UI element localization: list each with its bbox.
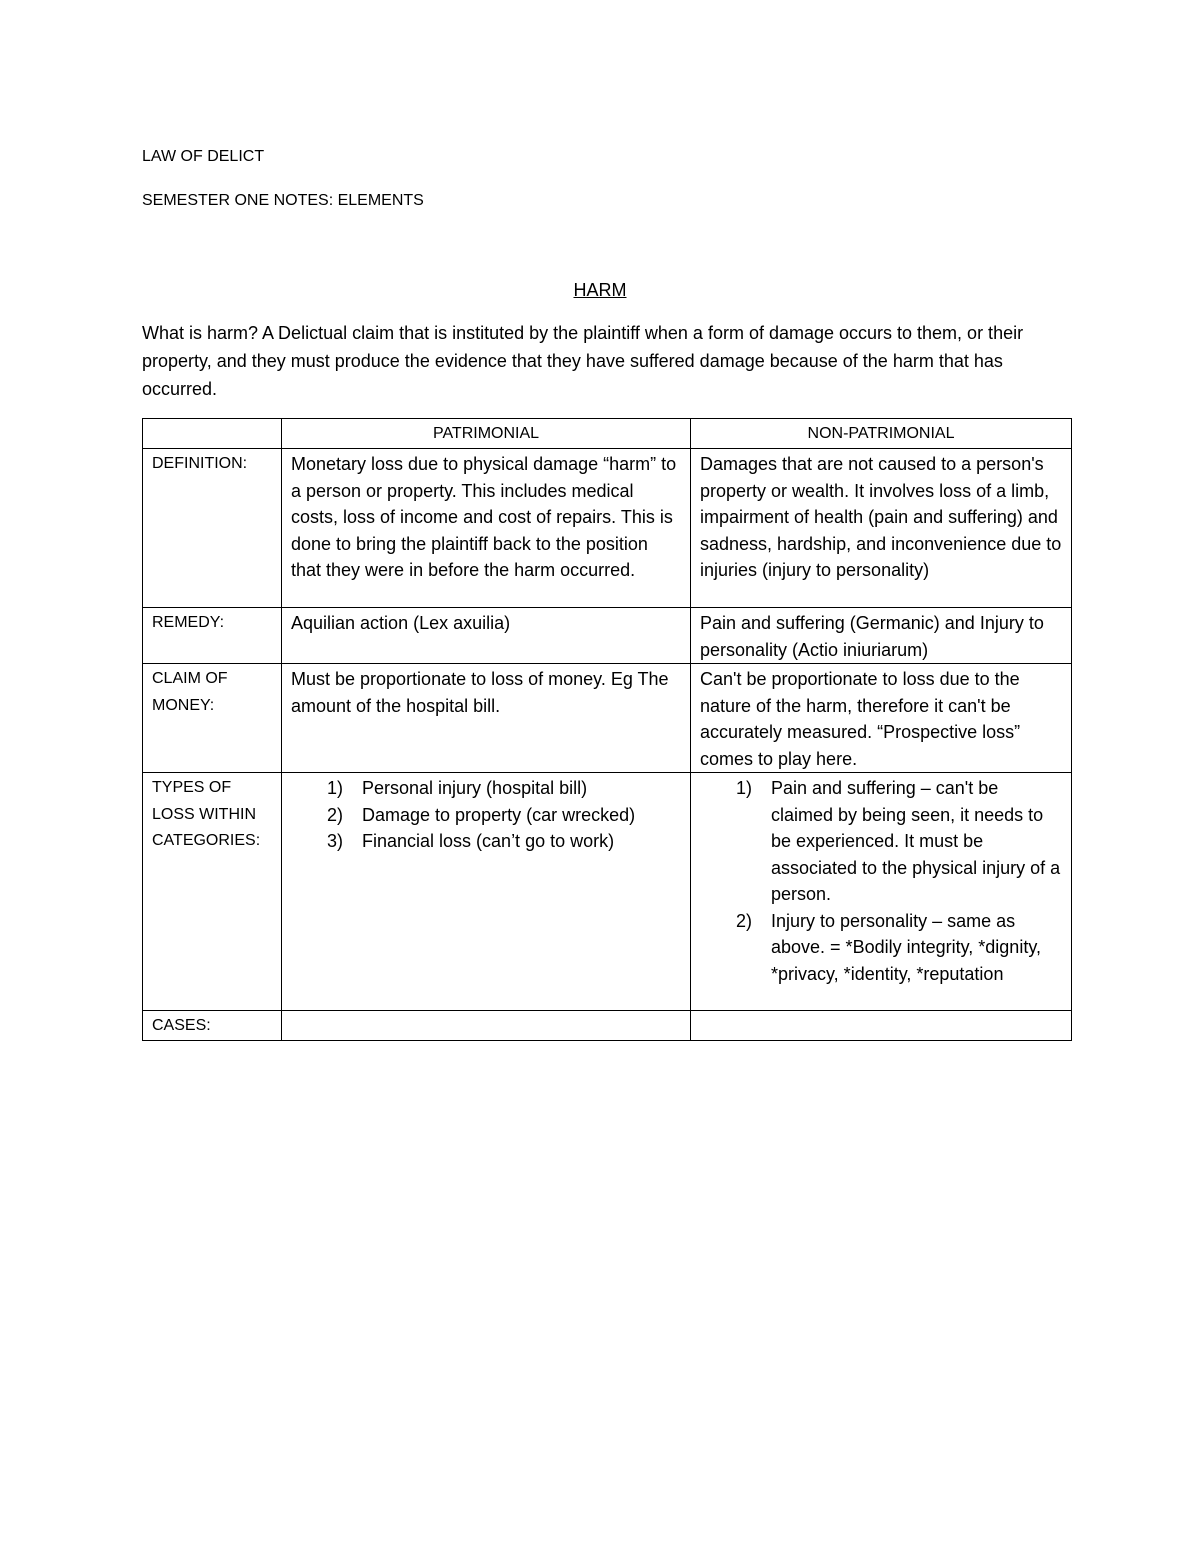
types-patrimonial-cell	[282, 773, 691, 1011]
list-item-text: Financial loss (can’t go to work)	[362, 831, 615, 851]
section-heading	[0, 279, 1200, 301]
cases-non-patrimonial	[691, 1011, 1072, 1041]
list-item-text: Personal injury (hospital bill)	[362, 778, 588, 798]
cases-patrimonial	[282, 1011, 691, 1041]
section-heading-text: HARM	[573, 280, 627, 300]
table-header-row	[143, 419, 1072, 449]
header-blank-cell	[143, 419, 282, 449]
list-item-number: 1)	[327, 778, 344, 798]
claim-non-patrimonial: Can't be proportionate to loss due to the nature of the harm, therefore it can't be accurately measured. “Prospective loss” comes to play here.	[691, 664, 1072, 773]
intro-paragraph: What is harm? A Delictual claim that is instituted by the plaintiff when a form of damage occurs to them, or their property, and they must produce the evidence that they have suffered damage because of the harm that has occurred.	[142, 323, 1024, 399]
table-row-cases	[143, 1011, 1072, 1041]
list-item-number: 3)	[327, 831, 344, 851]
table-row-claim-of-money	[143, 664, 1072, 773]
list-item	[291, 775, 681, 802]
table-row-definition	[143, 449, 1072, 608]
list-item-number: 2)	[327, 804, 344, 825]
document-subtitle: SEMESTER ONE NOTES: ELEMENTS	[142, 192, 424, 209]
table-row-remedy	[143, 608, 1072, 664]
list-item-number: 1)	[736, 778, 753, 798]
header-patrimonial: PATRIMONIAL	[282, 419, 691, 449]
remedy-patrimonial: Aquilian action (Lex axuilia)	[282, 608, 691, 664]
row-label-types-of-loss: TYPES OF LOSS WITHIN CATEGORIES:	[143, 773, 282, 1011]
remedy-non-patrimonial: Pain and suffering (Germanic) and Injury to personality (Actio iniuriarum)	[691, 608, 1072, 664]
claim-patrimonial: Must be proportionate to loss of money. Eg The amount of the hospital bill.	[282, 664, 691, 773]
table-row-types-of-loss	[143, 773, 1072, 1011]
list-item-number: 2)	[736, 910, 753, 931]
list-item	[700, 775, 1062, 908]
list-item-text: Pain and suffering – can't be claimed by being seen, it needs to be experienced. It must be associated to the physical injury of a person.	[771, 778, 1061, 904]
harm-comparison-table	[142, 418, 1072, 1041]
types-non-patrimonial-cell	[691, 773, 1072, 1011]
list-item	[291, 828, 681, 855]
definition-non-patrimonial: Damages that are not caused to a person's property or wealth. It involves loss of a limb, impairment of health (pain and suffering) and sadness, hardship, and inconvenience due to injuries (injury to personality)	[691, 449, 1072, 608]
header-non-patrimonial: NON-PATRIMONIAL	[691, 419, 1072, 449]
row-label-remedy: REMEDY:	[143, 608, 282, 664]
definition-patrimonial: Monetary loss due to physical damage “harm” to a person or property. This includes medical costs, loss of income and cost of repairs. This is done to bring the plaintiff back to the position that they were in before the harm occurred.	[282, 449, 691, 608]
list-item-text: Damage to property (car wrecked)	[362, 804, 636, 825]
row-label-cases: CASES:	[143, 1011, 282, 1041]
list-item	[291, 802, 681, 829]
list-item-text: Injury to personality – same as above. = *Bodily integrity, *dignity, *privacy, *identity, *reputation	[771, 910, 1041, 984]
row-label-definition: DEFINITION:	[143, 449, 282, 608]
document-title: LAW OF DELICT	[142, 148, 265, 165]
non-patrimonial-loss-list	[700, 775, 1062, 987]
row-label-claim-of-money: CLAIM OF MONEY:	[143, 664, 282, 773]
list-item	[700, 908, 1062, 988]
patrimonial-loss-list	[291, 775, 681, 855]
